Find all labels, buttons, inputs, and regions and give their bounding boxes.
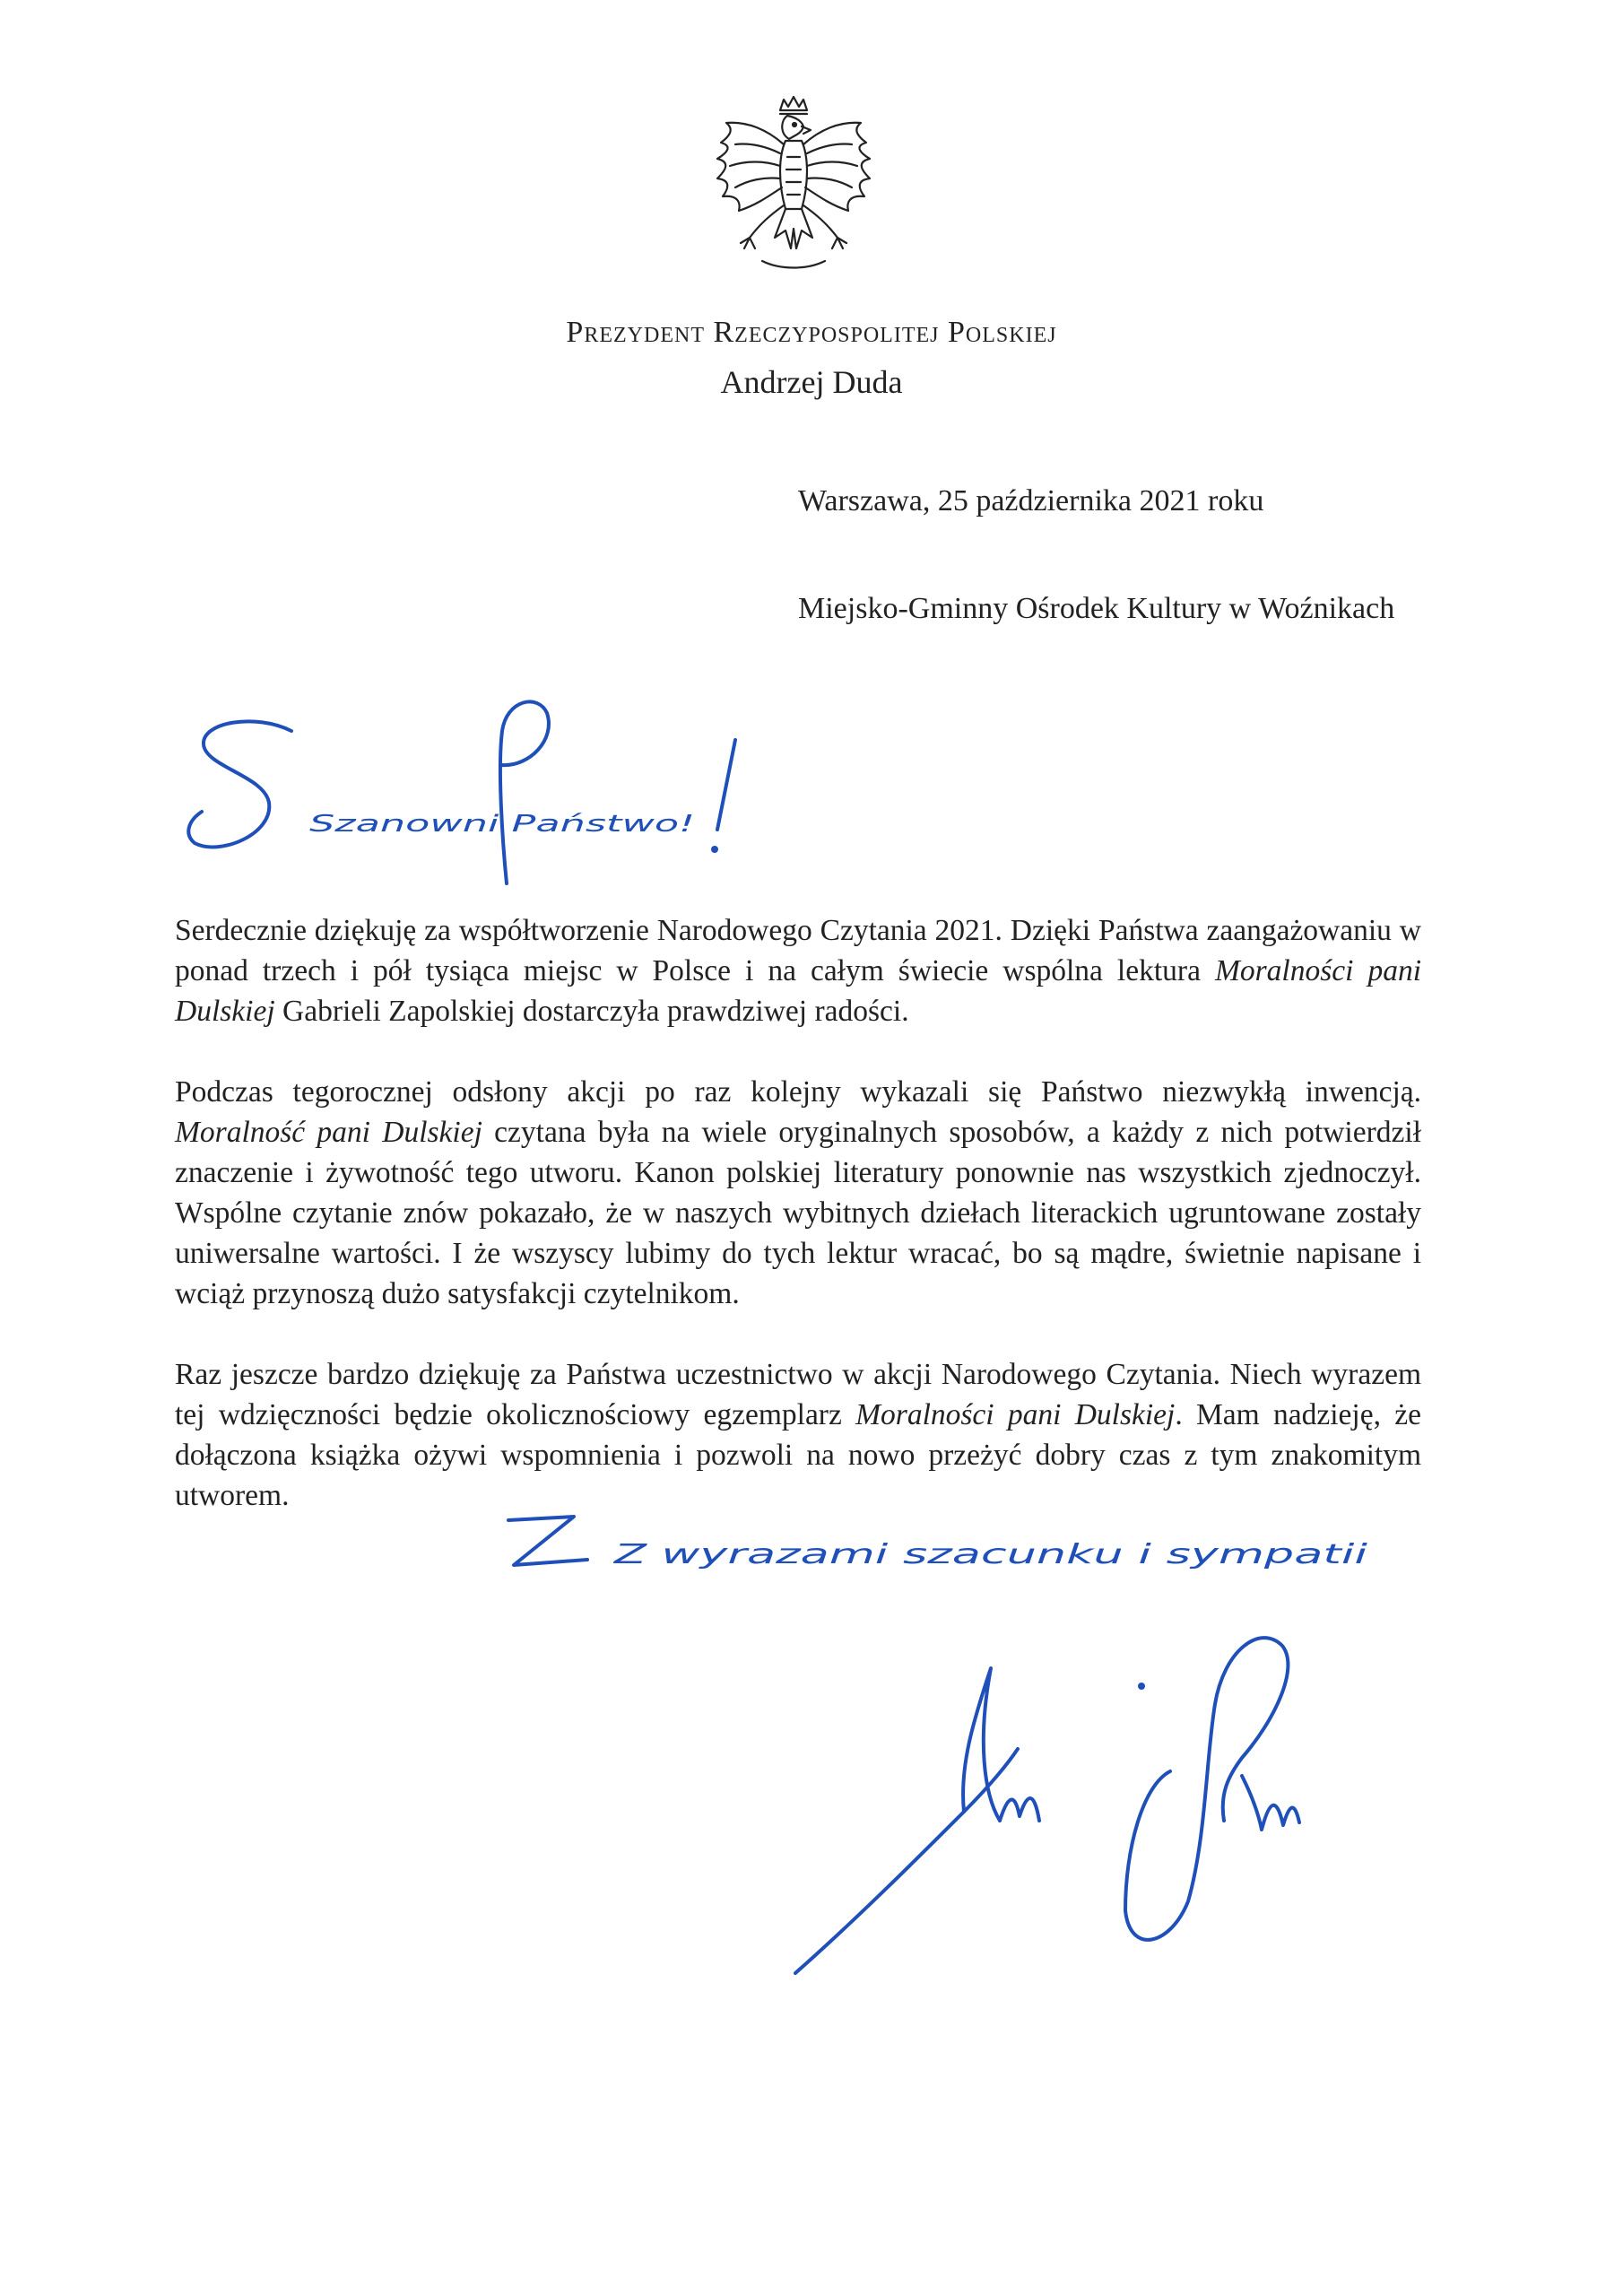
letter-body <box>175 910 1421 1556</box>
paragraph-1: Serdecznie dziękuję za współtworzenie Narodowego Czytania 2021. Dzięki Państwa zaangażowaniu w ponad trzech i pół tysiąca miejsc w Polsce i na całym świecie wspólna lektura Moralności pani Dulskiej Gabrieli Zapolskiej dostarczyła prawdziwej radości. <box>175 914 1421 1028</box>
book-title: Moralności pani Dulskiej <box>175 954 1421 1028</box>
book-title: Moralność pani Dulskiej <box>175 1116 482 1149</box>
salutation-text: Szanowni Państwo! <box>309 811 695 838</box>
white-eagle-emblem-icon <box>708 94 879 287</box>
closing-text: Z wyrazami szacunku i sympatii <box>612 1539 1369 1570</box>
issuer-title: Prezydent Rzeczypospolitej Polskiej <box>566 316 1057 349</box>
paragraph-2: Podczas tegorocznej odsłony akcji po raz kolejny wykazali się Państwo niezwykłą inwencją. Moralność pani Dulskiej czytana była na wiele oryginalnych sposobów, a każdy z nich potwierdził znaczenie i żywotność tego utworu. Kanon polskiej literatury ponownie nas wszystkich zjednoczył. Wspólne czytanie znów pokazało, że w naszych wybitnych dziełach literackich ugruntowane zostały uniwersalne wartości. I że wszyscy lubimy do tych lektur wracać, bo są mądre, świetnie napisane i wciąż przynoszą dużo satysfakcji czytelnikom. <box>175 1075 1421 1310</box>
recipient: Miejsko-Gminny Ośrodek Kultury w Woźnikach <box>798 592 1395 625</box>
handwritten-closing <box>489 1493 1385 1592</box>
issuer-name: Andrzej Duda <box>720 364 903 400</box>
handwritten-signature-icon <box>785 1614 1341 1991</box>
place-and-date: Warszawa, 25 października 2021 roku <box>798 484 1264 517</box>
book-title: Moralności pani Dulskiej <box>855 1398 1176 1431</box>
paragraph-3: Raz jeszcze bardzo dziękuję za Państwa uczestnictwo w akcji Narodowego Czytania. Niech wyrazem tej wdzięczności będzie okolicznościowy egzemplarz Moralności pani Dulskiej. Mam nadzieję, że dołączona książka ożywi wspomnienia i pozwoli na nowo przeżyć dobry czas z tym znakomitym utworem. <box>175 1358 1421 1512</box>
handwritten-salutation <box>184 677 740 901</box>
